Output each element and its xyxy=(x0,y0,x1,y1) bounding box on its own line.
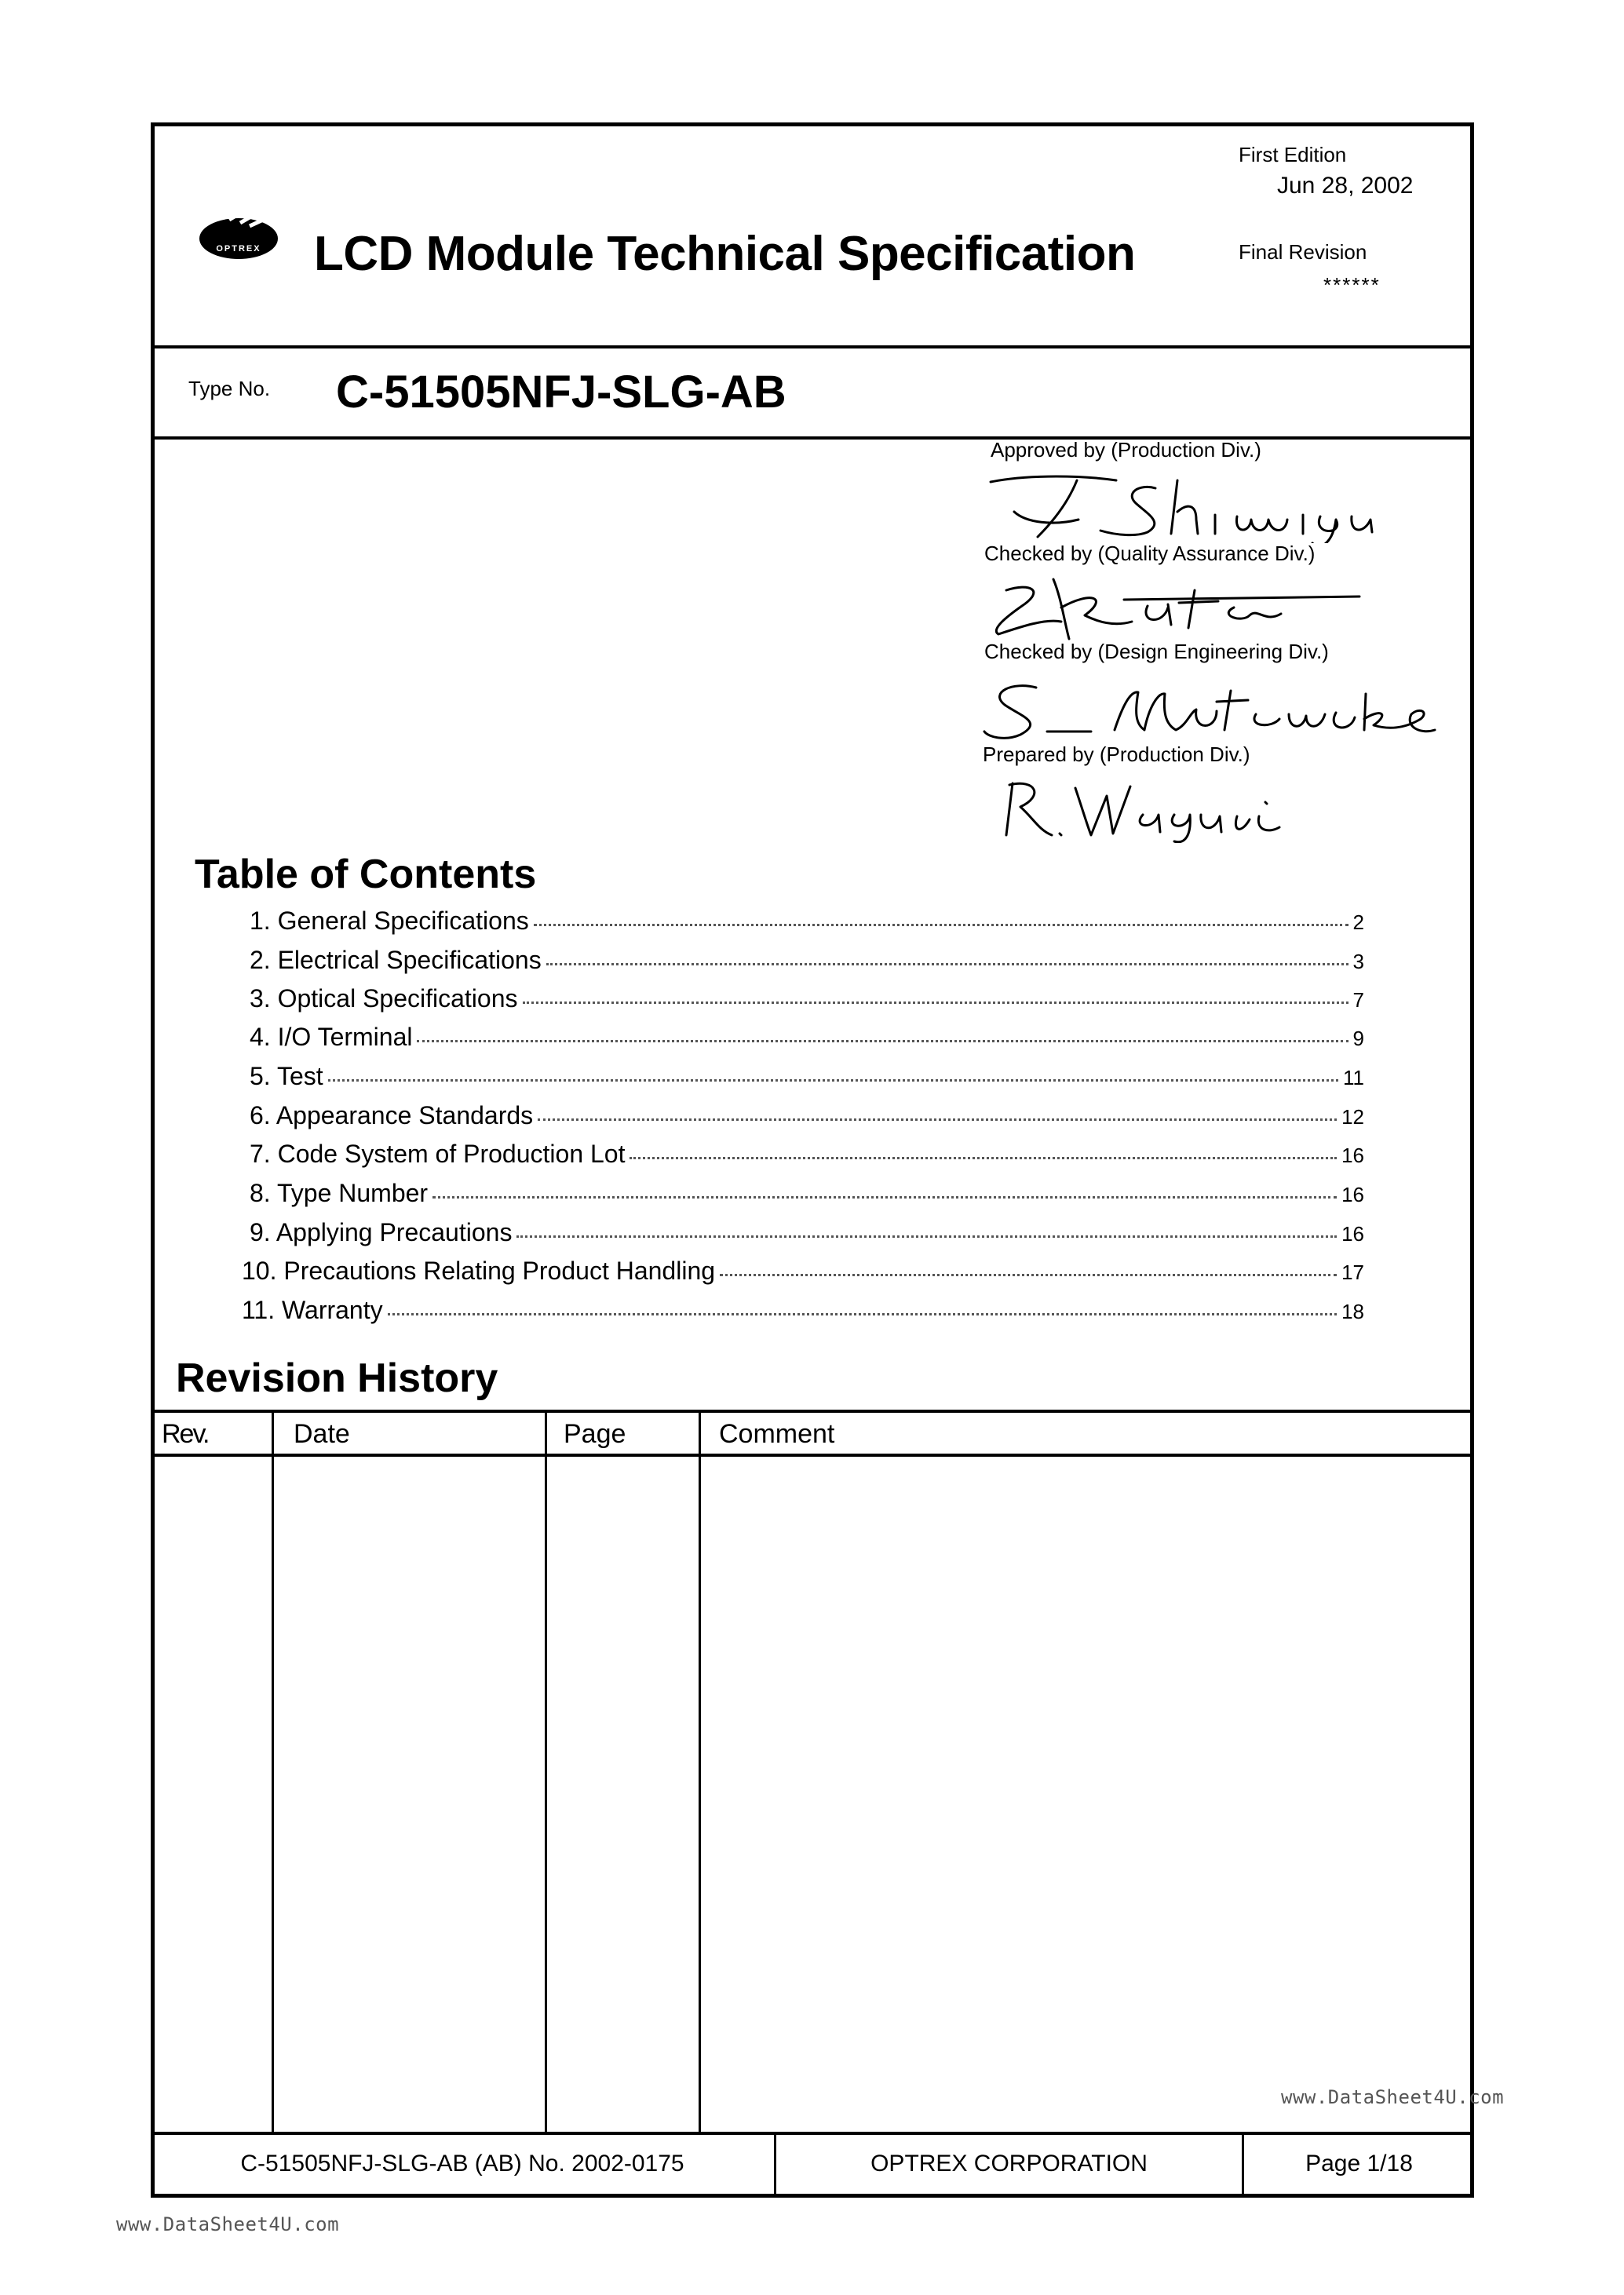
toc-item-page: 7 xyxy=(1352,988,1364,1012)
toc-item-label: 1. General Specifications xyxy=(250,907,529,935)
footer-top-border xyxy=(151,2132,1474,2135)
toc-leader xyxy=(516,1235,1337,1238)
toc-item-page: 17 xyxy=(1341,1261,1364,1284)
signature-image xyxy=(983,465,1375,547)
type-label: Type No. xyxy=(188,377,271,400)
approval-role: Checked by (Design Engineering Div.) xyxy=(984,640,1329,663)
toc-item[interactable] xyxy=(250,1062,1364,1091)
table-header-border xyxy=(151,1454,1474,1457)
toc-item-page: 9 xyxy=(1352,1027,1364,1050)
column-header-date: Date xyxy=(294,1419,350,1449)
logo-text: OPTREX xyxy=(216,244,261,254)
footer-doc-number: C-51505NFJ-SLG-AB (AB) No. 2002-0175 xyxy=(240,2151,684,2176)
toc-item[interactable] xyxy=(250,1218,1364,1247)
column-header-page: Page xyxy=(564,1419,626,1449)
approval-role: Approved by (Production Div.) xyxy=(991,438,1261,462)
signature-image xyxy=(983,567,1375,649)
watermark-bottom: www.DataSheet4U.com xyxy=(116,2213,340,2235)
toc-leader xyxy=(432,1196,1337,1199)
toc-item-label: 7. Code System of Production Lot xyxy=(250,1140,626,1168)
toc-leader xyxy=(720,1274,1337,1276)
toc-item-page: 16 xyxy=(1341,1144,1364,1167)
toc-item-label: 5. Test xyxy=(250,1062,323,1090)
edition-label: First Edition xyxy=(1239,143,1347,166)
toc-item-page: 2 xyxy=(1352,910,1364,934)
toc-item[interactable] xyxy=(250,946,1364,975)
divider xyxy=(151,345,1474,348)
toc-item-label: 9. Applying Precautions xyxy=(250,1218,513,1246)
toc-item-page: 16 xyxy=(1341,1222,1364,1246)
revision-history-heading: Revision History xyxy=(176,1355,498,1401)
toc-leader xyxy=(630,1157,1337,1159)
toc-leader xyxy=(388,1313,1337,1315)
approval-role: Prepared by (Production Div.) xyxy=(983,742,1250,766)
toc-item-page: 18 xyxy=(1341,1300,1364,1323)
toc-item-label: 6. Appearance Standards xyxy=(250,1101,534,1129)
toc-item[interactable] xyxy=(250,907,1364,936)
toc-item[interactable] xyxy=(250,1179,1364,1208)
toc-heading: Table of Contents xyxy=(195,852,537,897)
page-title: LCD Module Technical Specification xyxy=(314,227,1136,281)
toc-item-label: 2. Electrical Specifications xyxy=(250,946,542,974)
signature-image xyxy=(989,772,1319,847)
toc-leader xyxy=(523,1002,1348,1004)
toc-item[interactable] xyxy=(242,1257,1364,1286)
toc-leader xyxy=(538,1118,1337,1121)
table-column-divider xyxy=(272,1410,274,2133)
toc-item[interactable] xyxy=(250,1101,1364,1130)
optrex-logo xyxy=(198,206,279,273)
toc-item[interactable] xyxy=(250,1023,1364,1052)
signature-image xyxy=(981,675,1436,750)
table-top-border xyxy=(151,1410,1474,1413)
toc-item-page: 3 xyxy=(1352,950,1364,973)
column-header-rev: Rev. xyxy=(162,1419,209,1449)
toc-leader xyxy=(546,963,1348,965)
toc-item-label: 10. Precautions Relating Product Handling xyxy=(242,1257,716,1285)
toc-item-page: 16 xyxy=(1341,1183,1364,1206)
revision-label: Final Revision xyxy=(1239,240,1367,264)
toc-item[interactable] xyxy=(250,984,1364,1013)
footer-company: OPTREX CORPORATION xyxy=(870,2151,1148,2176)
footer-page-number: Page 1/18 xyxy=(1305,2151,1413,2176)
toc-leader xyxy=(534,924,1348,926)
toc-item[interactable] xyxy=(250,1140,1364,1169)
table-column-divider xyxy=(699,1410,701,2133)
toc-leader xyxy=(417,1040,1348,1042)
toc-item[interactable] xyxy=(242,1296,1364,1325)
toc-item-label: 4. I/O Terminal xyxy=(250,1023,413,1051)
toc-item-label: 8. Type Number xyxy=(250,1179,429,1207)
toc-item-page: 12 xyxy=(1341,1105,1364,1129)
watermark-right: www.DataSheet4U.com xyxy=(1281,2086,1505,2108)
toc-item-label: 3. Optical Specifications xyxy=(250,984,518,1012)
revision-value: ****** xyxy=(1323,273,1381,297)
toc-item-page: 11 xyxy=(1343,1066,1364,1089)
optrex-logo-icon xyxy=(198,206,279,273)
type-number: C-51505NFJ-SLG-AB xyxy=(336,367,786,418)
approval-role: Checked by (Quality Assurance Div.) xyxy=(984,542,1316,565)
toc-item-label: 11. Warranty xyxy=(242,1296,383,1324)
column-header-comment: Comment xyxy=(719,1419,835,1449)
edition-date: Jun 28, 2002 xyxy=(1277,173,1414,199)
divider xyxy=(151,436,1474,440)
toc-leader xyxy=(328,1079,1338,1082)
table-column-divider xyxy=(545,1410,547,2133)
